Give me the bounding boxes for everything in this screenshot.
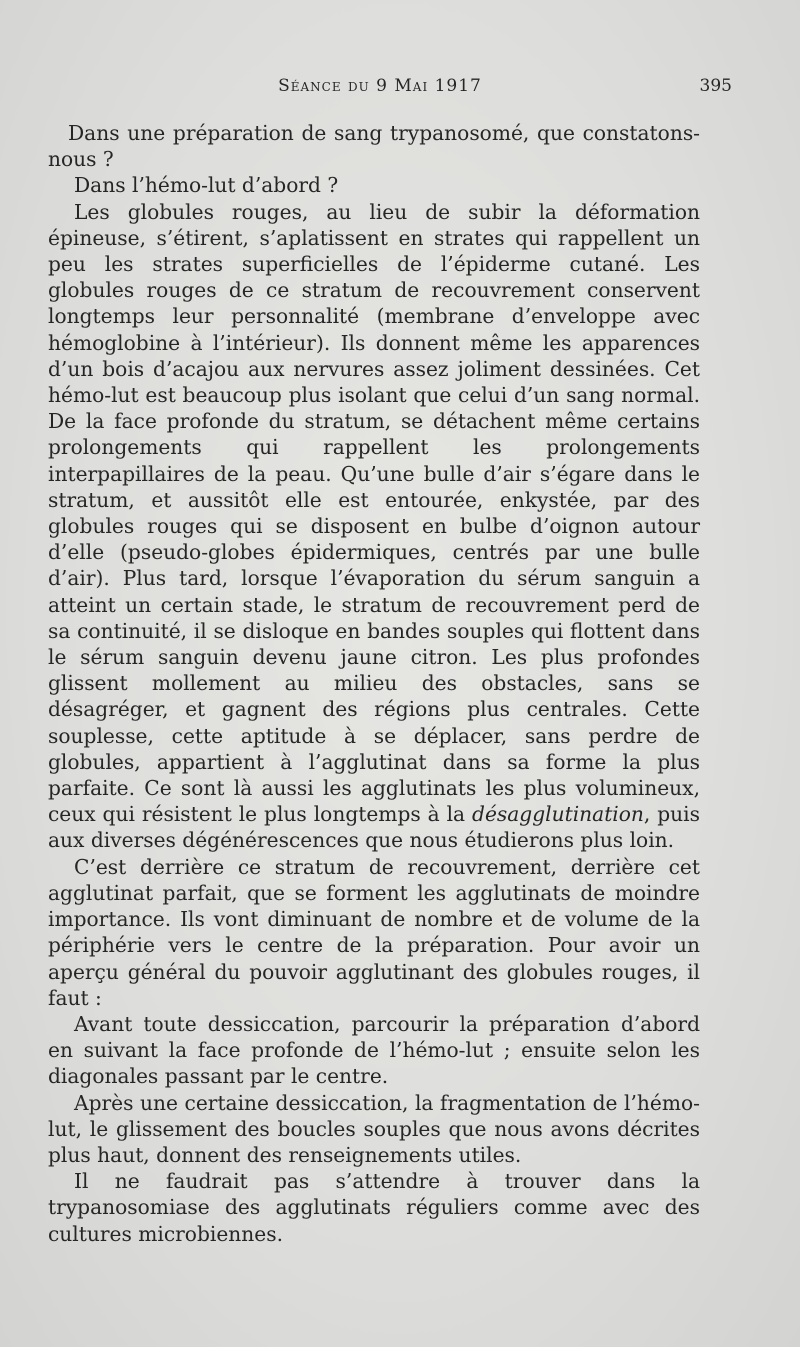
page-header — [48, 72, 732, 108]
paragraph-1: Dans une préparation de sang trypanosomé, que constatons-nous ? — [48, 121, 700, 172]
page-number: 395 — [699, 76, 732, 96]
paragraph-2: Dans l’hémo-lut d’abord ? — [74, 173, 339, 198]
paragraph-3 — [48, 199, 700, 854]
paragraph-4: C’est derrière ce stratum de recouvrement, derrière cet agglutinat parfait, que se forment les agglutinats de moindre importance. Ils vont diminuant de nombre et de volume de la périphérie vers le centre de la préparation. Pour avoir un aperçu général du pouvoir agglutinant des globules rouges, il faut : — [48, 854, 700, 1010]
paragraph-3-emphasis: désagglutination — [472, 802, 644, 827]
paragraph-3-text-after: , puis aux diverses dégénérescences que nous étudierons plus loin. — [48, 802, 700, 853]
paragraph-6: Après une certaine dessiccation, la fragmentation de l’hémo-lut, le glissement des boucles souples que nous avons décrites plus haut, donnent des renseignements utiles. — [48, 1090, 700, 1167]
paragraph-3-text: Les globules rouges, au lieu de subir la déformation épineuse, s’étirent, s’aplatissent en strates qui rappellent un peu les strates superficielles de l’épiderme cutané. Les globules rouges de ce stratum de recouvrement conservent longtemps leur personnalité (membrane d’enveloppe avec hémoglobine à l’intérieur). Ils donnent même les apparences d’un bois d’acajou aux nervures assez joliment dessinées. Cet hémo-lut est beaucoup plus isolant que celui d’un sang normal. De la face profonde du stratum, se détachent même certains prolongements qui rappellent les prolongements interpapillaires de la peau. Qu’une bulle d’air s’égare dans le stratum, et aussitôt elle est entourée, enkystée, par des globules rouges qui se disposent en bulbe d’oignon autour d’elle (pseudo-globes épidermiques, centrés par une bulle d’air). Plus tard, lorsque l’évaporation du sérum sanguin a atteint un certain stade, le stratum de recouvrement perd de sa continuité, il se disloque en bandes souples qui flottent dans le sérum sanguin devenu jaune citron. Les plus profondes glissent mollement au milieu des obstacles, sans se désagréger, et gagnent des régions plus centrales. Cette souplesse, cette aptitude à se déplacer, sans perdre de globules, appartient à l’agglutinat dans sa forme la plus parfaite. Ce sont là aussi les agglutinats les plus volumineux, ceux qui résistent le plus longtemps à la — [48, 199, 700, 827]
body-text — [48, 120, 700, 1247]
running-head: Séance du 9 Mai 1917 — [278, 76, 482, 96]
paragraph-5: Avant toute dessiccation, parcourir la préparation d’abord en suivant la face profonde de l’hémo-lut ; ensuite selon les diagonales passant par le centre. — [48, 1011, 700, 1089]
paragraph-7: Il ne faudrait pas s’attendre à trouver dans la trypanosomiase des agglutinats réguliers comme avec des cultures microbiennes. — [48, 1169, 700, 1246]
